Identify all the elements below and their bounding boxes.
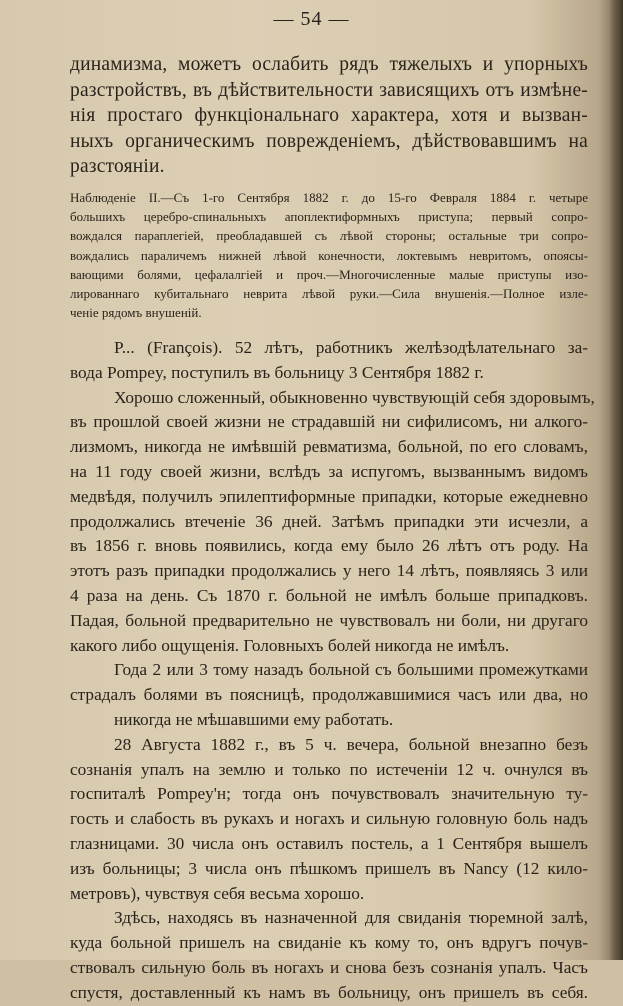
text-line: спустя, доставленный къ намъ въ больницу, онъ пришелъ въ себя. (70, 982, 588, 1002)
opening-paragraph (70, 52, 588, 180)
text-line: госпиталѣ Pompey'н; тогда онъ почувствовалъ значительную ту- (70, 784, 588, 804)
summary-line: вающими болями, цефалалгіей и проч.—Многочисленные малые приступы изо- (70, 266, 588, 282)
text-line: этотъ разъ припадки продолжались у него 14 лѣтъ, появляясь 3 или (70, 561, 588, 581)
text-line: 28 Августа 1882 г., въ 5 ч. вечера, больной внезапно безъ (114, 734, 588, 754)
text-line: какого либо ощущенія. Головныхъ болей никогда не имѣлъ. (70, 635, 510, 655)
text-line: 4 раза на день. Съ 1870 г. больной не имѣлъ больше припадковъ. (70, 585, 588, 605)
text-line: въ прошлой своей жизни не страдавшій ни сифилисомъ, ни алкого- (70, 412, 588, 432)
text-line: Падая, больной предварительно не чувствовалъ ни боли, ни другаго (70, 610, 588, 630)
text-line: Здѣсь, находясь въ назначенной для свиданія тюремной залѣ, (114, 908, 588, 928)
summary-line: вождался параплегіей, преобладавшей съ лѣвой стороны; остальные три сопро- (70, 228, 588, 244)
text-line: медвѣдя, получилъ эпилептиформные припадки, которые ежедневно (70, 486, 588, 506)
text-line: Хорошо сложенный, обыкновенно чувствующій себя здоровымъ, (114, 387, 595, 407)
observation-summary (70, 188, 588, 322)
text-line: динамизма, можетъ ослабить рядъ тяжелыхъ и упорныхъ (70, 54, 588, 75)
text-line: вода Pompey, поступилъ въ больницу 3 Сентября 1882 г. (70, 362, 484, 382)
text-line: страдалъ болями въ поясницѣ, продолжавшимися часъ или два, но (70, 685, 588, 705)
page-number: — 54 — (273, 8, 350, 30)
page-edge-shadow (609, 0, 623, 960)
text-line: изъ больницы; 3 числа онъ пѣшкомъ пришелъ въ Nancy (12 кило- (70, 858, 588, 878)
text-line: на 11 году своей жизни, вслѣдъ за испугомъ, вызваннымъ видомъ (70, 461, 588, 481)
text-line: лизмомъ, никогда не имѣвшій ревматизма, больной, по его словамъ, (70, 437, 588, 457)
text-line: метровъ), чувствуя себя весьма хорошо. (70, 883, 365, 903)
case-history (70, 336, 595, 1006)
summary-line: вождались параличемъ нижней лѣвой конечности, локтевымъ невритомъ, опоясы- (70, 247, 588, 263)
text-line: никогда не мѣшавшими ему работать. (114, 709, 394, 729)
text-line: ныхъ органическимъ поврежденіемъ, дѣйствовавшимъ на (70, 130, 588, 152)
text-line: P... (François). 52 лѣтъ, работникъ желѣзодѣлательнаго за- (114, 338, 588, 357)
text-line: куда больной пришелъ на свиданіе къ кому то, онъ вдругъ почув- (70, 933, 588, 953)
text-line: глазницами. 30 числа онъ оставилъ постель, а 1 Сентября вышелъ (70, 833, 588, 853)
text-line: нія простаго функціональнаго характера, хотя и вызван- (70, 105, 588, 126)
text-line: Года 2 или 3 тому назадъ больной съ большими промежутками (114, 660, 588, 680)
text-line: гость и слабость въ рукахъ и ногахъ и сильную головную боль надъ (70, 809, 588, 829)
summary-line: большихъ церебро-спинальныхъ апоплектиформныхъ приступа; первый сопро- (70, 209, 588, 225)
text-line: разстройствъ, въ дѣйствительности зависящихъ отъ измѣне- (70, 79, 588, 101)
text-line: разстояніи. (70, 156, 165, 177)
text-line: ствовалъ сильную боль въ ногахъ и снова безъ сознанія упалъ. Часъ (70, 957, 588, 977)
text-line: продолжались втеченіе 36 дней. Затѣмъ припадки эти исчезли, а (70, 511, 588, 531)
text-line: въ 1856 г. вновь появились, когда ему было 26 лѣтъ отъ роду. На (70, 536, 588, 556)
summary-line: лированнаго кубитальнаго неврита лѣвой руки.—Сила внушенія.—Полное изле- (70, 285, 588, 301)
summary-line: Наблюденіе II.—Съ 1-го Сентября 1882 г. до 15-го Февраля 1884 г. четыре (70, 190, 588, 205)
text-line: сознанія упалъ на землю и только по истеченіи 12 ч. очнулся въ (70, 759, 588, 779)
summary-line: ченіе рядомъ внушеній. (70, 305, 202, 321)
